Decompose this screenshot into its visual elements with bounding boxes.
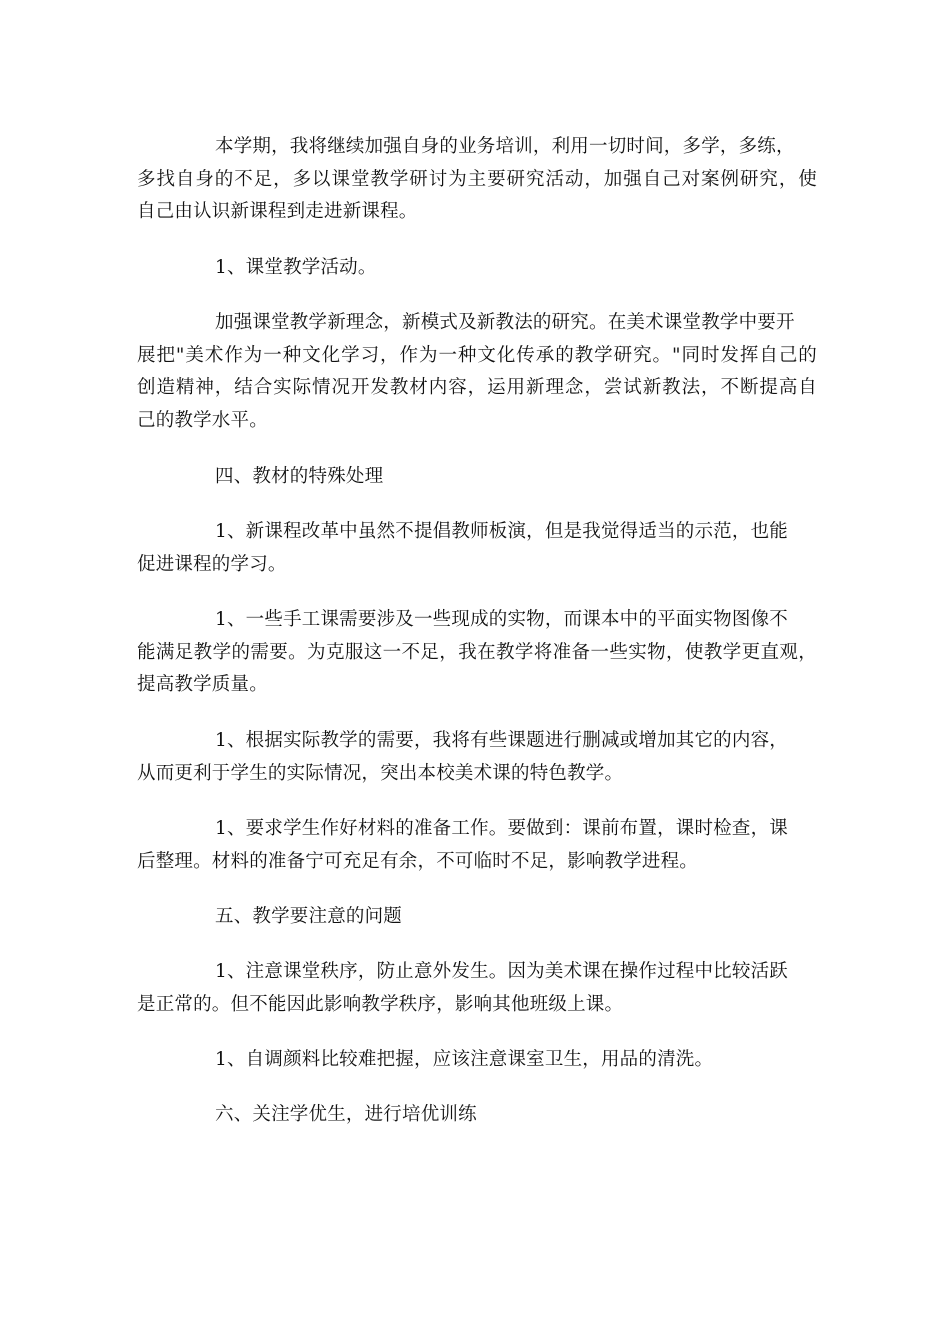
paragraph-classroom-order bbox=[137, 956, 817, 1021]
paragraph-line: 是正常的。但不能因此影响教学秩序，影响其他班级上课。 bbox=[137, 993, 624, 1015]
paragraph-line: 加强课堂教学新理念，新模式及新教法的研究。在美术课堂教学中要开 bbox=[215, 312, 795, 333]
paragraph-adjust-topics bbox=[137, 725, 817, 790]
paragraph-line: 提高教学质量。 bbox=[137, 674, 268, 695]
paragraph-line: 1、注意课堂秩序，防止意外发生。因为美术课在操作过程中比较活跃 bbox=[215, 961, 788, 982]
paragraph-line: 1、课堂教学活动。 bbox=[215, 257, 377, 278]
paragraph-line: 展把"美术作为一种文化学习，作为一种文化传承的教学研究。"同时发挥自己的 bbox=[137, 344, 817, 366]
paragraph-paint-hygiene bbox=[137, 1044, 817, 1077]
paragraph-intro bbox=[137, 131, 817, 229]
section-heading bbox=[137, 901, 817, 934]
paragraph-materials bbox=[137, 813, 817, 878]
paragraph-line: 1、自调颜料比较难把握，应该注意课室卫生，用品的清洗。 bbox=[215, 1049, 714, 1070]
paragraph-line: 1、要求学生作好材料的准备工作。要做到：课前布置，课时检查，课 bbox=[215, 818, 788, 839]
paragraph-line: 促进课程的学习。 bbox=[137, 553, 287, 575]
paragraph-line: 1、一些手工课需要涉及一些现成的实物，而课本中的平面实物图像不 bbox=[215, 609, 788, 630]
paragraph-line: 1、根据实际教学的需要，我将有些课题进行删减或增加其它的内容， bbox=[215, 730, 788, 751]
paragraph-line: 创造精神，结合实际情况开发教材内容，运用新理念，尝试新教法，不断提高自 bbox=[137, 377, 817, 398]
paragraph-line: 1、新课程改革中虽然不提倡教师板演，但是我觉得适当的示范，也能 bbox=[215, 521, 788, 542]
paragraph-line: 后整理。材料的准备宁可充足有余，不可临时不足，影响教学进程。 bbox=[137, 850, 699, 872]
paragraph-line: 六、关注学优生，进行培优训练 bbox=[215, 1104, 477, 1125]
paragraph-line: 能满足教学的需要。为克服这一不足，我在教学将准备一些实物，使教学更直观， bbox=[137, 641, 817, 663]
paragraph-demonstration bbox=[137, 516, 817, 581]
paragraph-classroom bbox=[137, 307, 817, 437]
paragraph-line: 多找自身的不足，多以课堂教学研讨为主要研究活动，加强自己对案例研究，使 bbox=[137, 168, 817, 190]
paragraph-line: 自己由认识新课程到走进新课程。 bbox=[137, 201, 418, 222]
paragraph-line: 四、教材的特殊处理 bbox=[215, 466, 384, 487]
section-heading bbox=[137, 461, 817, 494]
paragraph-line: 己的教学水平。 bbox=[137, 409, 268, 431]
paragraph-line: 本学期，我将继续加强自身的业务培训，利用一切时间，多学，多练， bbox=[215, 136, 795, 157]
paragraph-handcraft bbox=[137, 604, 817, 702]
paragraph-line: 五、教学要注意的问题 bbox=[215, 906, 403, 927]
section-heading bbox=[137, 1099, 817, 1132]
paragraph-line: 从而更利于学生的实际情况，突出本校美术课的特色教学。 bbox=[137, 762, 624, 784]
list-item-heading bbox=[137, 252, 817, 285]
